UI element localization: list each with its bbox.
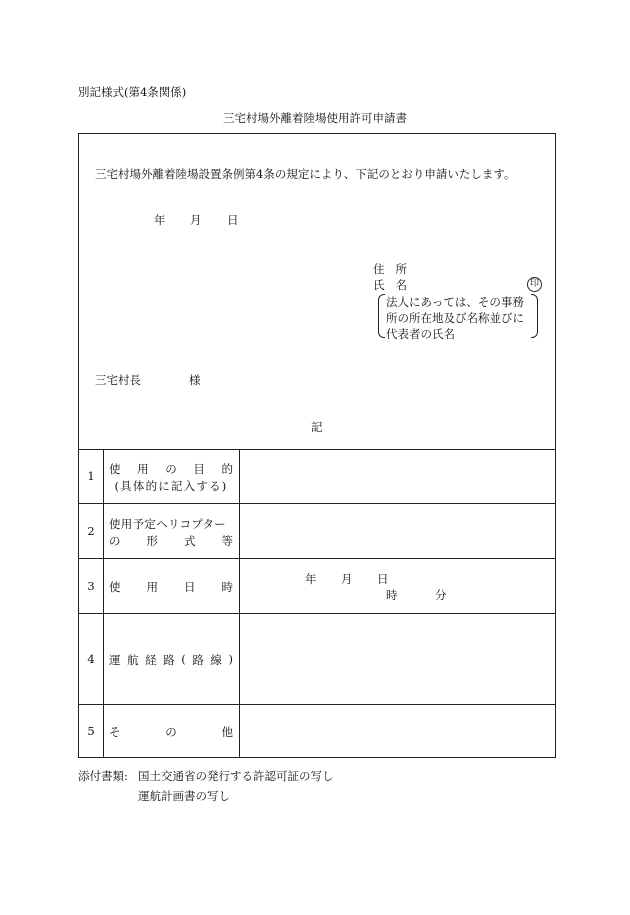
date-day-label: 日: [227, 213, 239, 227]
row-number: 3: [87, 579, 95, 593]
corporation-note: 法人にあっては、その事務 所の所在地及び名称並びに 代表者の氏名: [386, 295, 524, 341]
row-label-line: そ の 他: [109, 725, 233, 739]
attachments-label: 添付書類:: [78, 769, 128, 783]
row-label-line: (具体的に記入する): [114, 479, 228, 493]
table-row-divider: [79, 558, 555, 559]
table-row-divider: [79, 704, 555, 705]
page-title: 三宅村場外離着陸場使用許可申請書: [223, 111, 407, 125]
name-label: 氏 名: [373, 278, 407, 292]
addressee-honorific: 様: [189, 373, 201, 387]
row-number: 5: [87, 724, 95, 738]
usage-hour-label: 時: [386, 588, 398, 602]
bracket-left: [378, 294, 385, 338]
application-statement: 三宅村場外離着陸場設置条例第4条の規定により、下記のとおり申請いたします。: [95, 167, 516, 181]
form-reference: 別記様式(第4条関係): [78, 85, 187, 99]
application-form: [78, 133, 556, 758]
row-label-line: 使 用 日 時: [109, 580, 233, 594]
usage-day-label: 日: [377, 572, 389, 586]
row-number: 2: [87, 524, 95, 538]
usage-month-label: 月: [341, 572, 353, 586]
table-row-divider: [79, 449, 555, 450]
attachment-item: 運航計画書の写し: [138, 789, 230, 803]
row-label-line: 使用予定ヘリコプター: [109, 517, 226, 531]
addressee-name: 三宅村長: [95, 373, 141, 387]
ki-label: 記: [311, 420, 323, 434]
date-year-label: 年: [154, 213, 166, 227]
address-label: 住 所: [373, 262, 407, 276]
attachment-item: 国土交通省の発行する許認可証の写し: [138, 769, 334, 783]
table-row-divider: [79, 503, 555, 504]
usage-year-label: 年: [305, 572, 317, 586]
column-divider: [103, 449, 104, 757]
row-label-line: 使 用 の 目 的: [109, 462, 233, 476]
row-label-line: 運 航 経 路 ( 路 線 ): [109, 652, 233, 667]
row-number: 1: [87, 469, 95, 483]
usage-minute-label: 分: [435, 588, 447, 602]
row-number: 4: [87, 652, 95, 666]
date-month-label: 月: [190, 213, 202, 227]
seal-mark: 印: [527, 277, 542, 292]
row-label-line: の 形 式 等: [109, 534, 233, 548]
bracket-right: [531, 294, 538, 338]
table-row-divider: [79, 613, 555, 614]
column-divider: [239, 449, 240, 757]
